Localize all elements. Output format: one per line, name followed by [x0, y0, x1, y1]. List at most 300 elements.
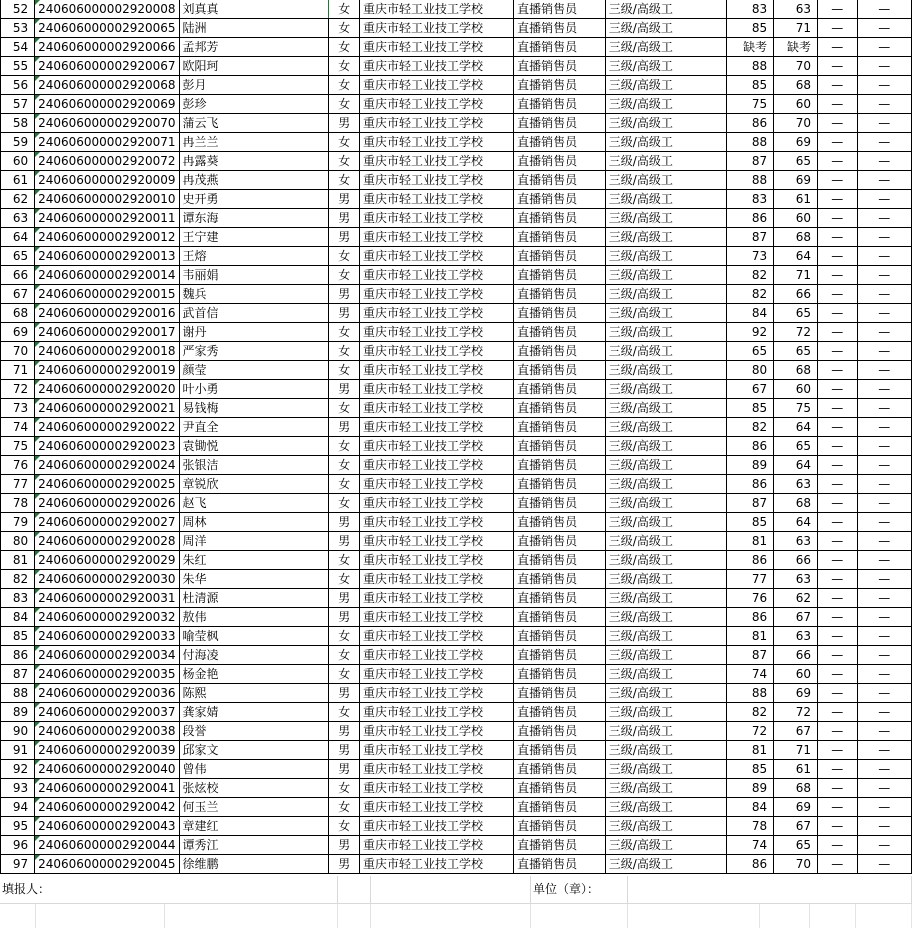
level-cell[interactable]: 三级/高级工 [605, 836, 726, 855]
candidate-id-cell[interactable]: 240606000002920027 [35, 513, 179, 532]
col-k-cell[interactable]: — [857, 703, 911, 722]
row-number-cell[interactable]: 58 [1, 114, 35, 133]
candidate-name-cell[interactable]: 张炫校 [179, 779, 329, 798]
row-number-cell[interactable]: 67 [1, 285, 35, 304]
col-j-cell[interactable]: — [818, 627, 858, 646]
row-number-cell[interactable]: 65 [1, 247, 35, 266]
candidate-id-cell[interactable]: 240606000002920040 [35, 760, 179, 779]
candidate-name-cell[interactable]: 欧阳珂 [179, 57, 329, 76]
candidate-name-cell[interactable]: 刘真真 [179, 0, 329, 19]
candidate-name-cell[interactable]: 袁锄悦 [179, 437, 329, 456]
school-cell[interactable]: 重庆市轻工业技工学校 [359, 171, 513, 190]
candidate-id-cell[interactable]: 240606000002920033 [35, 627, 179, 646]
empty-cell[interactable] [628, 904, 760, 928]
occupation-cell[interactable]: 直播销售员 [514, 114, 606, 133]
row-number-cell[interactable]: 75 [1, 437, 35, 456]
col-j-cell[interactable]: — [818, 513, 858, 532]
col-k-cell[interactable]: — [857, 855, 911, 874]
col-k-cell[interactable]: — [857, 684, 911, 703]
candidate-name-cell[interactable]: 杨金艳 [179, 665, 329, 684]
col-j-cell[interactable]: — [818, 209, 858, 228]
gender-cell[interactable]: 男 [329, 760, 360, 779]
theory-score-cell[interactable]: 85 [726, 399, 773, 418]
col-j-cell[interactable]: — [818, 171, 858, 190]
candidate-id-cell[interactable]: 240606000002920025 [35, 475, 179, 494]
gender-cell[interactable]: 女 [329, 361, 360, 380]
gender-cell[interactable]: 女 [329, 665, 360, 684]
row-number-cell[interactable]: 95 [1, 817, 35, 836]
level-cell[interactable]: 三级/高级工 [605, 190, 726, 209]
theory-score-cell[interactable]: 65 [726, 342, 773, 361]
row-number-cell[interactable]: 73 [1, 399, 35, 418]
level-cell[interactable]: 三级/高级工 [605, 209, 726, 228]
gender-cell[interactable]: 女 [329, 266, 360, 285]
col-j-cell[interactable]: — [818, 0, 858, 19]
gender-cell[interactable]: 男 [329, 608, 360, 627]
col-k-cell[interactable]: — [857, 589, 911, 608]
col-k-cell[interactable]: — [857, 95, 911, 114]
col-k-cell[interactable]: — [857, 342, 911, 361]
skill-score-cell[interactable]: 71 [774, 19, 818, 38]
occupation-cell[interactable]: 直播销售员 [514, 646, 606, 665]
gender-cell[interactable]: 女 [329, 95, 360, 114]
row-number-cell[interactable]: 88 [1, 684, 35, 703]
skill-score-cell[interactable]: 61 [774, 190, 818, 209]
skill-score-cell[interactable]: 70 [774, 855, 818, 874]
candidate-name-cell[interactable]: 王熔 [179, 247, 329, 266]
school-cell[interactable]: 重庆市轻工业技工学校 [359, 133, 513, 152]
candidate-id-cell[interactable]: 240606000002920020 [35, 380, 179, 399]
col-j-cell[interactable]: — [818, 266, 858, 285]
gender-cell[interactable]: 男 [329, 589, 360, 608]
candidate-name-cell[interactable]: 谢丹 [179, 323, 329, 342]
candidate-name-cell[interactable]: 赵飞 [179, 494, 329, 513]
level-cell[interactable]: 三级/高级工 [605, 551, 726, 570]
row-number-cell[interactable]: 70 [1, 342, 35, 361]
level-cell[interactable]: 三级/高级工 [605, 361, 726, 380]
candidate-id-cell[interactable]: 240606000002920022 [35, 418, 179, 437]
school-cell[interactable]: 重庆市轻工业技工学校 [359, 57, 513, 76]
theory-score-cell[interactable]: 86 [726, 475, 773, 494]
col-j-cell[interactable]: — [818, 817, 858, 836]
col-j-cell[interactable]: — [818, 57, 858, 76]
row-number-cell[interactable]: 86 [1, 646, 35, 665]
theory-score-cell[interactable]: 86 [726, 855, 773, 874]
school-cell[interactable]: 重庆市轻工业技工学校 [359, 228, 513, 247]
occupation-cell[interactable]: 直播销售员 [514, 190, 606, 209]
school-cell[interactable]: 重庆市轻工业技工学校 [359, 266, 513, 285]
row-number-cell[interactable]: 80 [1, 532, 35, 551]
candidate-name-cell[interactable]: 付海凌 [179, 646, 329, 665]
col-k-cell[interactable]: — [857, 19, 911, 38]
gender-cell[interactable]: 女 [329, 475, 360, 494]
level-cell[interactable]: 三级/高级工 [605, 342, 726, 361]
col-j-cell[interactable]: — [818, 646, 858, 665]
row-number-cell[interactable]: 66 [1, 266, 35, 285]
skill-score-cell[interactable]: 63 [774, 570, 818, 589]
school-cell[interactable]: 重庆市轻工业技工学校 [359, 494, 513, 513]
theory-score-cell[interactable]: 84 [726, 798, 773, 817]
col-j-cell[interactable]: — [818, 285, 858, 304]
gender-cell[interactable]: 女 [329, 76, 360, 95]
col-j-cell[interactable]: — [818, 247, 858, 266]
candidate-name-cell[interactable]: 冉露葵 [179, 152, 329, 171]
school-cell[interactable]: 重庆市轻工业技工学校 [359, 190, 513, 209]
theory-score-cell[interactable]: 82 [726, 703, 773, 722]
candidate-name-cell[interactable]: 曾伟 [179, 760, 329, 779]
candidate-name-cell[interactable]: 严家秀 [179, 342, 329, 361]
theory-score-cell[interactable]: 85 [726, 760, 773, 779]
occupation-cell[interactable]: 直播销售员 [514, 57, 606, 76]
school-cell[interactable]: 重庆市轻工业技工学校 [359, 627, 513, 646]
school-cell[interactable]: 重庆市轻工业技工学校 [359, 209, 513, 228]
school-cell[interactable]: 重庆市轻工业技工学校 [359, 646, 513, 665]
row-number-cell[interactable]: 96 [1, 836, 35, 855]
skill-score-cell[interactable]: 69 [774, 171, 818, 190]
level-cell[interactable]: 三级/高级工 [605, 266, 726, 285]
row-number-cell[interactable]: 90 [1, 722, 35, 741]
candidate-name-cell[interactable]: 龚家婧 [179, 703, 329, 722]
occupation-cell[interactable]: 直播销售员 [514, 494, 606, 513]
gender-cell[interactable]: 女 [329, 551, 360, 570]
occupation-cell[interactable]: 直播销售员 [514, 589, 606, 608]
occupation-cell[interactable]: 直播销售员 [514, 513, 606, 532]
candidate-name-cell[interactable]: 王宁建 [179, 228, 329, 247]
gender-cell[interactable]: 女 [329, 646, 360, 665]
candidate-name-cell[interactable]: 周洋 [179, 532, 329, 551]
occupation-cell[interactable]: 直播销售员 [514, 209, 606, 228]
skill-score-cell[interactable]: 60 [774, 95, 818, 114]
school-cell[interactable]: 重庆市轻工业技工学校 [359, 779, 513, 798]
occupation-cell[interactable]: 直播销售员 [514, 722, 606, 741]
occupation-cell[interactable]: 直播销售员 [514, 76, 606, 95]
skill-score-cell[interactable]: 62 [774, 589, 818, 608]
candidate-id-cell[interactable]: 240606000002920067 [35, 57, 179, 76]
occupation-cell[interactable]: 直播销售员 [514, 228, 606, 247]
row-number-cell[interactable]: 59 [1, 133, 35, 152]
gender-cell[interactable]: 女 [329, 437, 360, 456]
occupation-cell[interactable]: 直播销售员 [514, 418, 606, 437]
candidate-id-cell[interactable]: 240606000002920026 [35, 494, 179, 513]
col-k-cell[interactable]: — [857, 627, 911, 646]
occupation-cell[interactable]: 直播销售员 [514, 19, 606, 38]
empty-cell[interactable] [628, 876, 912, 904]
theory-score-cell[interactable]: 88 [726, 684, 773, 703]
level-cell[interactable]: 三级/高级工 [605, 228, 726, 247]
level-cell[interactable]: 三级/高级工 [605, 722, 726, 741]
occupation-cell[interactable]: 直播销售员 [514, 532, 606, 551]
candidate-name-cell[interactable]: 彭珍 [179, 95, 329, 114]
theory-score-cell[interactable]: 81 [726, 627, 773, 646]
candidate-name-cell[interactable]: 叶小勇 [179, 380, 329, 399]
col-k-cell[interactable]: — [857, 532, 911, 551]
empty-cell[interactable] [36, 904, 165, 928]
theory-score-cell[interactable]: 77 [726, 570, 773, 589]
candidate-name-cell[interactable]: 朱华 [179, 570, 329, 589]
candidate-name-cell[interactable]: 陈熙 [179, 684, 329, 703]
school-cell[interactable]: 重庆市轻工业技工学校 [359, 532, 513, 551]
candidate-name-cell[interactable]: 韦丽娟 [179, 266, 329, 285]
skill-score-cell[interactable]: 68 [774, 361, 818, 380]
col-j-cell[interactable]: — [818, 703, 858, 722]
row-number-cell[interactable]: 93 [1, 779, 35, 798]
row-number-cell[interactable]: 84 [1, 608, 35, 627]
col-j-cell[interactable]: — [818, 95, 858, 114]
level-cell[interactable]: 三级/高级工 [605, 475, 726, 494]
skill-score-cell[interactable]: 65 [774, 304, 818, 323]
candidate-name-cell[interactable]: 段誉 [179, 722, 329, 741]
level-cell[interactable]: 三级/高级工 [605, 399, 726, 418]
theory-score-cell[interactable]: 82 [726, 285, 773, 304]
occupation-cell[interactable]: 直播销售员 [514, 475, 606, 494]
gender-cell[interactable]: 男 [329, 532, 360, 551]
candidate-id-cell[interactable]: 240606000002920014 [35, 266, 179, 285]
empty-cell[interactable] [856, 904, 912, 928]
candidate-name-cell[interactable]: 何玉兰 [179, 798, 329, 817]
filler-cell[interactable] [0, 876, 338, 904]
row-number-cell[interactable]: 94 [1, 798, 35, 817]
school-cell[interactable]: 重庆市轻工业技工学校 [359, 19, 513, 38]
skill-score-cell[interactable]: 缺考 [774, 38, 818, 57]
col-k-cell[interactable]: — [857, 38, 911, 57]
col-k-cell[interactable]: — [857, 494, 911, 513]
col-k-cell[interactable]: — [857, 456, 911, 475]
skill-score-cell[interactable]: 63 [774, 627, 818, 646]
school-cell[interactable]: 重庆市轻工业技工学校 [359, 817, 513, 836]
col-k-cell[interactable]: — [857, 361, 911, 380]
skill-score-cell[interactable]: 69 [774, 684, 818, 703]
level-cell[interactable]: 三级/高级工 [605, 760, 726, 779]
empty-cell[interactable] [810, 904, 856, 928]
school-cell[interactable]: 重庆市轻工业技工学校 [359, 304, 513, 323]
level-cell[interactable]: 三级/高级工 [605, 0, 726, 19]
candidate-name-cell[interactable]: 张银洁 [179, 456, 329, 475]
occupation-cell[interactable]: 直播销售员 [514, 361, 606, 380]
level-cell[interactable]: 三级/高级工 [605, 665, 726, 684]
school-cell[interactable]: 重庆市轻工业技工学校 [359, 361, 513, 380]
col-k-cell[interactable]: — [857, 190, 911, 209]
row-number-cell[interactable]: 91 [1, 741, 35, 760]
col-k-cell[interactable]: — [857, 760, 911, 779]
theory-score-cell[interactable]: 84 [726, 304, 773, 323]
skill-score-cell[interactable]: 71 [774, 741, 818, 760]
school-cell[interactable]: 重庆市轻工业技工学校 [359, 152, 513, 171]
col-k-cell[interactable]: — [857, 646, 911, 665]
col-k-cell[interactable]: — [857, 798, 911, 817]
col-j-cell[interactable]: — [818, 855, 858, 874]
skill-score-cell[interactable]: 63 [774, 475, 818, 494]
occupation-cell[interactable]: 直播销售员 [514, 437, 606, 456]
theory-score-cell[interactable]: 87 [726, 494, 773, 513]
col-k-cell[interactable]: — [857, 285, 911, 304]
candidate-id-cell[interactable]: 240606000002920034 [35, 646, 179, 665]
skill-score-cell[interactable]: 68 [774, 779, 818, 798]
occupation-cell[interactable]: 直播销售员 [514, 836, 606, 855]
skill-score-cell[interactable]: 72 [774, 323, 818, 342]
col-j-cell[interactable]: — [818, 342, 858, 361]
col-k-cell[interactable]: — [857, 114, 911, 133]
col-j-cell[interactable]: — [818, 608, 858, 627]
level-cell[interactable]: 三级/高级工 [605, 646, 726, 665]
row-number-cell[interactable]: 72 [1, 380, 35, 399]
row-number-cell[interactable]: 79 [1, 513, 35, 532]
theory-score-cell[interactable]: 缺考 [726, 38, 773, 57]
school-cell[interactable]: 重庆市轻工业技工学校 [359, 475, 513, 494]
skill-score-cell[interactable]: 63 [774, 0, 818, 19]
school-cell[interactable]: 重庆市轻工业技工学校 [359, 703, 513, 722]
row-number-cell[interactable]: 55 [1, 57, 35, 76]
candidate-id-cell[interactable]: 240606000002920036 [35, 684, 179, 703]
empty-cell[interactable] [338, 904, 371, 928]
col-k-cell[interactable]: — [857, 209, 911, 228]
row-number-cell[interactable]: 71 [1, 361, 35, 380]
level-cell[interactable]: 三级/高级工 [605, 380, 726, 399]
skill-score-cell[interactable]: 67 [774, 817, 818, 836]
occupation-cell[interactable]: 直播销售员 [514, 266, 606, 285]
candidate-name-cell[interactable]: 史开勇 [179, 190, 329, 209]
col-j-cell[interactable]: — [818, 570, 858, 589]
gender-cell[interactable]: 女 [329, 247, 360, 266]
skill-score-cell[interactable]: 68 [774, 76, 818, 95]
skill-score-cell[interactable]: 61 [774, 760, 818, 779]
gender-cell[interactable]: 男 [329, 380, 360, 399]
candidate-name-cell[interactable]: 朱红 [179, 551, 329, 570]
col-j-cell[interactable]: — [818, 380, 858, 399]
theory-score-cell[interactable]: 80 [726, 361, 773, 380]
school-cell[interactable]: 重庆市轻工业技工学校 [359, 247, 513, 266]
gender-cell[interactable]: 女 [329, 817, 360, 836]
candidate-name-cell[interactable]: 彭月 [179, 76, 329, 95]
col-k-cell[interactable]: — [857, 152, 911, 171]
candidate-id-cell[interactable]: 240606000002920041 [35, 779, 179, 798]
level-cell[interactable]: 三级/高级工 [605, 114, 726, 133]
theory-score-cell[interactable]: 88 [726, 133, 773, 152]
occupation-cell[interactable]: 直播销售员 [514, 323, 606, 342]
skill-score-cell[interactable]: 68 [774, 494, 818, 513]
school-cell[interactable]: 重庆市轻工业技工学校 [359, 342, 513, 361]
col-j-cell[interactable]: — [818, 836, 858, 855]
occupation-cell[interactable]: 直播销售员 [514, 703, 606, 722]
level-cell[interactable]: 三级/高级工 [605, 494, 726, 513]
occupation-cell[interactable]: 直播销售员 [514, 779, 606, 798]
candidate-id-cell[interactable]: 240606000002920024 [35, 456, 179, 475]
gender-cell[interactable]: 女 [329, 627, 360, 646]
theory-score-cell[interactable]: 82 [726, 418, 773, 437]
occupation-cell[interactable]: 直播销售员 [514, 399, 606, 418]
theory-score-cell[interactable]: 88 [726, 171, 773, 190]
candidate-id-cell[interactable]: 240606000002920012 [35, 228, 179, 247]
candidate-id-cell[interactable]: 240606000002920017 [35, 323, 179, 342]
skill-score-cell[interactable]: 71 [774, 266, 818, 285]
col-j-cell[interactable]: — [818, 304, 858, 323]
candidate-id-cell[interactable]: 240606000002920010 [35, 190, 179, 209]
row-number-cell[interactable]: 92 [1, 760, 35, 779]
level-cell[interactable]: 三级/高级工 [605, 589, 726, 608]
gender-cell[interactable]: 男 [329, 304, 360, 323]
theory-score-cell[interactable]: 85 [726, 76, 773, 95]
level-cell[interactable]: 三级/高级工 [605, 57, 726, 76]
col-k-cell[interactable]: — [857, 513, 911, 532]
row-number-cell[interactable]: 56 [1, 76, 35, 95]
candidate-id-cell[interactable]: 240606000002920043 [35, 817, 179, 836]
col-j-cell[interactable]: — [818, 475, 858, 494]
col-j-cell[interactable]: — [818, 418, 858, 437]
theory-score-cell[interactable]: 76 [726, 589, 773, 608]
level-cell[interactable]: 三级/高级工 [605, 779, 726, 798]
level-cell[interactable]: 三级/高级工 [605, 570, 726, 589]
level-cell[interactable]: 三级/高级工 [605, 95, 726, 114]
candidate-name-cell[interactable]: 邱家文 [179, 741, 329, 760]
col-k-cell[interactable]: — [857, 0, 911, 19]
col-k-cell[interactable]: — [857, 551, 911, 570]
level-cell[interactable]: 三级/高级工 [605, 285, 726, 304]
school-cell[interactable]: 重庆市轻工业技工学校 [359, 836, 513, 855]
col-j-cell[interactable]: — [818, 437, 858, 456]
candidate-id-cell[interactable]: 240606000002920030 [35, 570, 179, 589]
gender-cell[interactable]: 男 [329, 190, 360, 209]
col-j-cell[interactable]: — [818, 114, 858, 133]
candidate-id-cell[interactable]: 240606000002920015 [35, 285, 179, 304]
occupation-cell[interactable]: 直播销售员 [514, 665, 606, 684]
row-number-cell[interactable]: 52 [1, 0, 35, 19]
candidate-id-cell[interactable]: 240606000002920066 [35, 38, 179, 57]
theory-score-cell[interactable]: 89 [726, 456, 773, 475]
skill-score-cell[interactable]: 72 [774, 703, 818, 722]
occupation-cell[interactable]: 直播销售员 [514, 855, 606, 874]
occupation-cell[interactable]: 直播销售员 [514, 0, 606, 19]
gender-cell[interactable]: 男 [329, 285, 360, 304]
col-k-cell[interactable]: — [857, 228, 911, 247]
col-k-cell[interactable]: — [857, 247, 911, 266]
school-cell[interactable]: 重庆市轻工业技工学校 [359, 684, 513, 703]
theory-score-cell[interactable]: 67 [726, 380, 773, 399]
skill-score-cell[interactable]: 65 [774, 342, 818, 361]
school-cell[interactable]: 重庆市轻工业技工学校 [359, 741, 513, 760]
col-k-cell[interactable]: — [857, 475, 911, 494]
skill-score-cell[interactable]: 67 [774, 722, 818, 741]
candidate-name-cell[interactable]: 杜清源 [179, 589, 329, 608]
theory-score-cell[interactable]: 87 [726, 152, 773, 171]
level-cell[interactable]: 三级/高级工 [605, 741, 726, 760]
col-k-cell[interactable]: — [857, 380, 911, 399]
gender-cell[interactable]: 女 [329, 798, 360, 817]
row-number-cell[interactable]: 87 [1, 665, 35, 684]
candidate-name-cell[interactable]: 喻莹枫 [179, 627, 329, 646]
row-number-cell[interactable]: 61 [1, 171, 35, 190]
col-k-cell[interactable]: — [857, 779, 911, 798]
school-cell[interactable]: 重庆市轻工业技工学校 [359, 760, 513, 779]
col-k-cell[interactable]: — [857, 437, 911, 456]
candidate-id-cell[interactable]: 240606000002920021 [35, 399, 179, 418]
skill-score-cell[interactable]: 75 [774, 399, 818, 418]
level-cell[interactable]: 三级/高级工 [605, 798, 726, 817]
school-cell[interactable]: 重庆市轻工业技工学校 [359, 76, 513, 95]
gender-cell[interactable]: 男 [329, 228, 360, 247]
col-j-cell[interactable]: — [818, 152, 858, 171]
occupation-cell[interactable]: 直播销售员 [514, 684, 606, 703]
gender-cell[interactable]: 男 [329, 513, 360, 532]
school-cell[interactable]: 重庆市轻工业技工学校 [359, 418, 513, 437]
col-j-cell[interactable]: — [818, 589, 858, 608]
col-j-cell[interactable]: — [818, 665, 858, 684]
theory-score-cell[interactable]: 86 [726, 608, 773, 627]
col-j-cell[interactable]: — [818, 722, 858, 741]
gender-cell[interactable]: 男 [329, 209, 360, 228]
skill-score-cell[interactable]: 67 [774, 608, 818, 627]
school-cell[interactable]: 重庆市轻工业技工学校 [359, 323, 513, 342]
candidate-id-cell[interactable]: 240606000002920019 [35, 361, 179, 380]
level-cell[interactable]: 三级/高级工 [605, 855, 726, 874]
